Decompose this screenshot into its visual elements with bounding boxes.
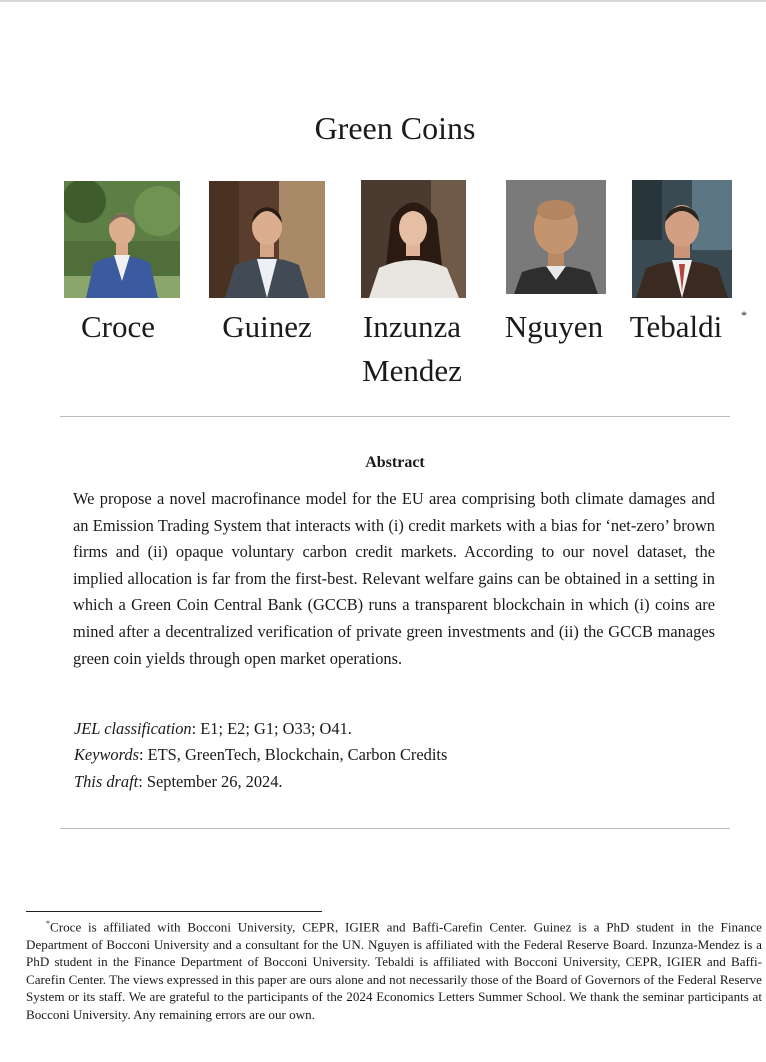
draft-label: This draft [74, 772, 139, 791]
portrait-photo-icon [361, 180, 466, 298]
footnote-mark: * [46, 919, 50, 928]
abstract-heading: Abstract [365, 454, 425, 471]
author-photo-croce [64, 181, 180, 298]
author-photo-inzunza-mendez [361, 180, 466, 298]
author-name-inzunza: Inzunza [362, 309, 462, 344]
keywords-value: : ETS, GreenTech, Blockchain, Carbon Credits [138, 745, 448, 764]
portrait-photo-icon [64, 181, 180, 298]
keywords-line [74, 745, 447, 765]
jel-value: : E1; E2; G1; O33; O41. [191, 719, 352, 738]
author-photo-nguyen [506, 180, 606, 294]
footnote [26, 915, 762, 1023]
paper-title: Green Coins [314, 110, 476, 146]
author-name-croce: Croce [80, 309, 156, 344]
portrait-photo-icon [209, 181, 325, 298]
portrait-photo-icon [506, 180, 606, 294]
jel-label: JEL classification [74, 719, 192, 738]
footnote-marker: * [741, 308, 747, 322]
author-photo-guinez [209, 181, 325, 298]
portrait-photo-icon [632, 180, 732, 298]
jel-line [74, 719, 352, 739]
footnote-rule [26, 911, 322, 912]
divider-top [60, 416, 730, 417]
abstract-text: We propose a novel macrofinance model for the EU area comprising both climate damages and an Emission Trading System that interacts with (i) credit markets with a bias for ‘net-zero’ brown firms and (ii) opaque voluntary carbon credit markets. According to our novel dataset, the implied allocation is far from the first-best. Relevant welfare gains can be obtained in a setting in which a Green Coin Central Bank (GCCB) runs a transparent blockchain in which (i) coins are mined after a decentralized verification of private green investments and (ii) the GCCB manages green coin yields through open market operations. [73, 489, 715, 668]
author-name-mendez: Mendez [362, 353, 462, 388]
draft-line [74, 772, 283, 792]
author-photo-tebaldi [632, 180, 732, 298]
top-border [0, 0, 766, 2]
draft-value: : September 26, 2024. [138, 772, 283, 791]
divider-bottom [60, 828, 730, 829]
author-name-nguyen: Nguyen [504, 309, 604, 344]
keywords-label: Keywords [74, 745, 139, 764]
author-name-guinez: Guinez [222, 309, 312, 344]
author-name-tebaldi: Tebaldi [629, 309, 723, 344]
footnote-text: Croce is affiliated with Bocconi University, CEPR, IGIER and Baffi-Carefin Center. Guinez is a PhD student in the Finance Department of Bocconi University and a consultant for the UN. Nguyen is affiliated with the Federal Reserve Board. Inzunza-Mendez is a PhD student in the Finance Department of Bocconi University. Tebaldi is affiliated with Bocconi University, CEPR, IGIER and Baffi-Carefin Center. The views expressed in this paper are ours alone and not necessarily those of the Board of Governors of the Federal Reserve System or its staff. We are grateful to the participants of the 2024 Economics Letters Summer School. We thank the seminar participants at Bocconi University. Any remaining errors are our own. [26, 919, 762, 1022]
